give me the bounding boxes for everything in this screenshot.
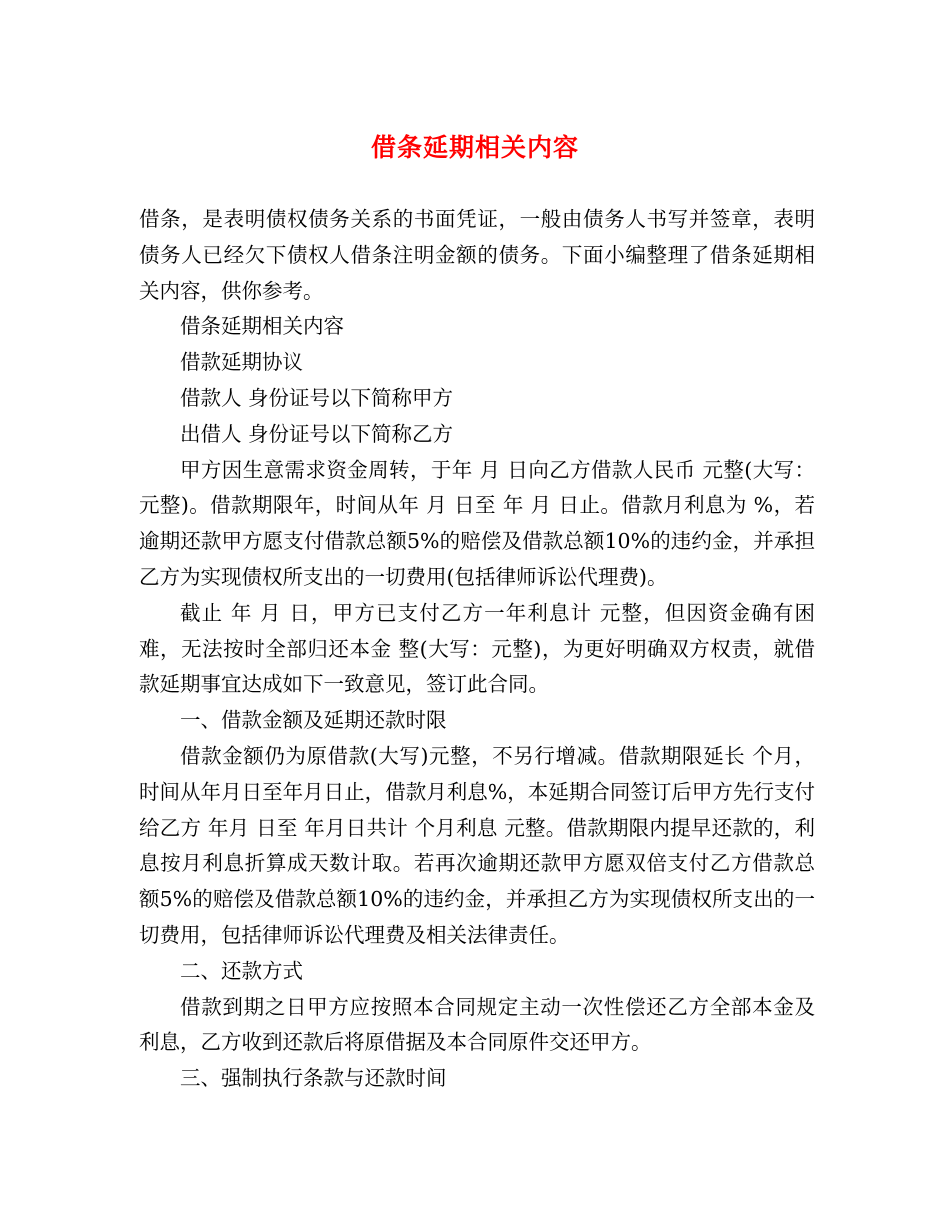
section-heading-2: 二、还款方式 (180, 958, 303, 983)
paragraph-borrower: 借款人 身份证号以下简称甲方 (180, 385, 454, 410)
section-heading-3: 三、强制执行条款与还款时间 (180, 1066, 447, 1091)
paragraph-repayment-method: 借款到期之日甲方应按照本合同规定主动一次性偿还乙方全部本金及利息，乙方收到还款后将原借据及本合同原件交还甲方。 (139, 994, 815, 1055)
paragraph-payment-status: 截止 年 月 日，甲方已支付乙方一年利息计 元整，但因资金确有困难，无法按时全部归还本金 整(大写：元整)，为更好明确双方权责，就借款延期事宜达成如下一致意见，签订此合同。 (139, 600, 815, 697)
paragraph-extension-terms: 借款金额仍为原借款(大写)元整，不另行增减。借款期限延长 个月，时间从年月日至年月日止，借款月利息%，本延期合同签订后甲方先行支付给乙方 年月 日至 年月日共计 个月利息 元整。借款期限内提早还款的，利息按月利息折算成天数计取。若再次逾期还款甲方愿双倍支付乙方借款总额5%的赔偿及借款总额10%的违约金，并承担乙方为实现债权所支出的一切费用，包括律师诉讼代理费及相关法律责任。 (139, 743, 815, 947)
document-title: 借条延期相关内容 (370, 133, 579, 162)
paragraph-loan-terms: 甲方因生意需求资金周转，于年 月 日向乙方借款人民币 元整(大写：元整)。借款期限年，时间从年 月 日至 年 月 日止。借款月利息为 %，若逾期还款甲方愿支付借款总额5%的赔偿及借款总额10%的违约金，并承担乙方为实现债权所支出的一切费用(包括律师诉讼代理费)。 (139, 457, 815, 589)
paragraph-agreement-title: 借款延期协议 (180, 350, 303, 375)
paragraph-intro: 借条，是表明债权债务关系的书面凭证，一般由债务人书写并签章，表明债务人已经欠下债权人借条注明金额的债务。下面小编整理了借条延期相关内容，供你参考。 (139, 207, 815, 303)
paragraph-lender: 出借人 身份证号以下简称乙方 (180, 421, 454, 446)
document-body (139, 202, 815, 1097)
section-heading-1: 一、借款金额及延期还款时限 (180, 708, 447, 733)
paragraph-heading-related-content: 借条延期相关内容 (180, 314, 344, 339)
